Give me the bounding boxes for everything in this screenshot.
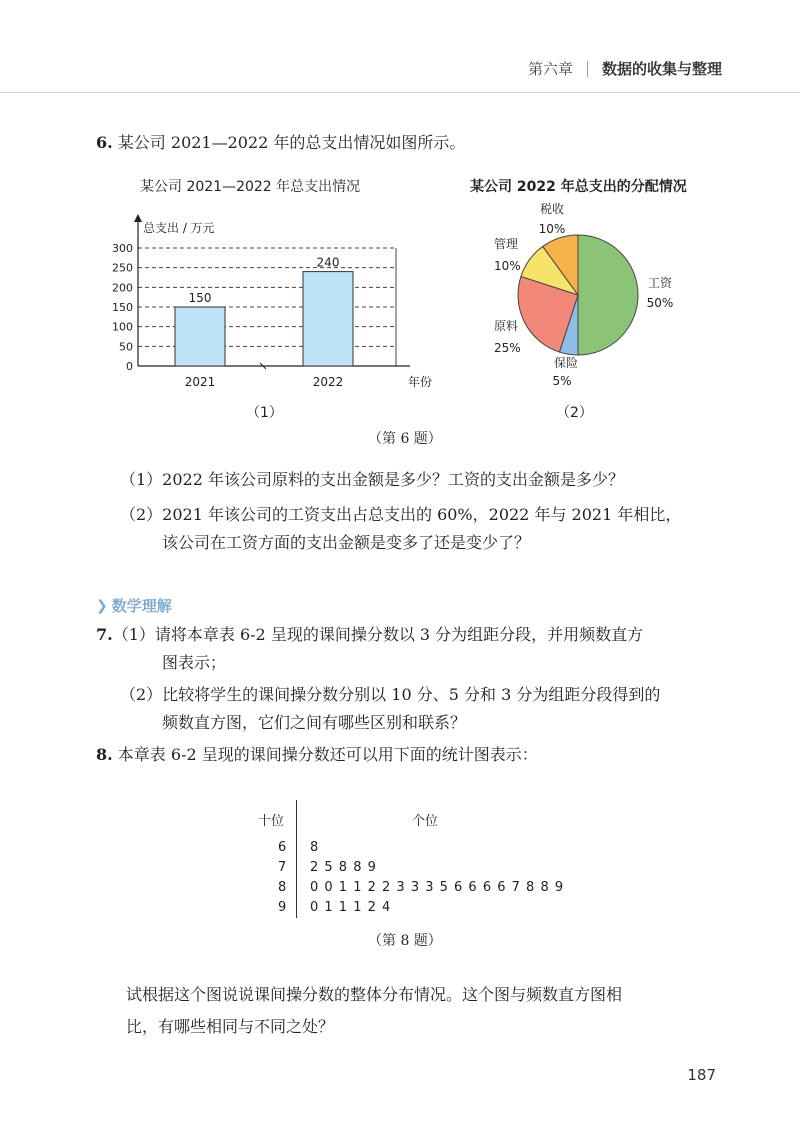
section-heading [96,595,172,616]
section-title: 数学理解 [111,597,172,615]
stem-value: 7 [278,860,287,875]
chevron-right-icon: ❯ [96,597,108,614]
y-tick-label: 250 [112,261,133,275]
leaf-values: 0 1 1 1 2 4 [310,900,392,915]
stem-value: 6 [278,840,287,855]
question-number: 7. [96,625,113,644]
question-7-part-2-line-2: 频数直方图，它们之间有哪些区别和联系？ [162,713,467,732]
question-number: 6. [96,133,113,152]
pie-chart-caption: （2） [556,405,593,421]
slice-percent-label: 10% [538,222,566,236]
stem-leaf-plot [258,800,578,924]
bar [175,307,225,366]
stem-leaf-divider [296,800,297,918]
slice-label: 税收 [539,202,565,216]
pie-slice [578,235,638,355]
question-7-line-1 [96,625,643,645]
slice-label: 工资 [647,276,673,290]
bar-chart-title: 某公司 2021—2022 年总支出情况 [140,179,361,195]
bar-chart [100,208,433,408]
question-8 [96,745,538,765]
question-8-followup-line-2: 比，有哪些相同与不同之处？ [126,1017,335,1036]
x-tick-label: 2022 [312,375,344,389]
slice-label: 原料 [494,319,519,333]
slice-percent-label: 50% [646,296,674,310]
chapter-label: 第六章 [527,60,573,78]
slice-label: 管理 [494,237,519,251]
leaf-values: 8 [310,840,320,855]
slice-percent-label: 5% [552,374,572,388]
header-rule [0,92,800,93]
bar [303,272,353,366]
question-text: 某公司 2021—2022 年的总支出情况如图所示。 [117,133,466,152]
y-tick-label: 50 [119,340,133,354]
y-tick-label: 100 [112,320,133,334]
question-6 [96,133,465,153]
x-axis-label: 年份 [408,375,433,389]
pie-chart [480,195,700,400]
y-tick-label: 150 [112,301,133,314]
question-6-part-2-line-2: 该公司在工资方面的支出金额是变多了还是变少了？ [162,533,531,552]
bar-chart-caption: （1） [246,405,283,421]
slice-label: 保险 [553,356,579,370]
pie-chart-title: 某公司 2022 年总支出的分配情况 [470,179,687,195]
leaf-values: 2 5 8 8 9 [310,860,377,875]
question-number: 8. [96,745,113,764]
question-6-part-1: （1）2022 年该公司原料的支出金额是多少？工资的支出金额是多少？ [120,470,624,489]
question-7-part-2-line-1: （2）比较将学生的课间操分数分别以 10 分、5 分和 3 分为组距分段得到的 [120,685,661,704]
leaf-header: 个位 [412,814,439,829]
question-7-part-1-line-2: 图表示； [162,653,227,672]
y-axis-arrow [134,214,142,222]
slice-percent-label: 25% [494,341,521,355]
chapter-title: 数据的收集与整理 [601,60,722,78]
running-header [528,58,722,79]
leaf-values: 0 0 1 1 2 2 3 3 3 5 6 6 6 6 7 8 8 9 [310,880,565,895]
slice-percent-label: 10% [494,259,521,273]
y-tick-label: 200 [112,281,133,295]
header-divider [587,61,588,77]
figure-6-caption: （第 6 题） [368,431,442,447]
x-tick-label: 2021 [184,375,216,389]
page-number: 187 [687,1066,716,1084]
stem-value: 8 [278,880,287,895]
question-8-followup-line-1: 试根据这个图说说课间操分数的整体分布情况。这个图与频数直方图相 [126,985,623,1004]
bar-value-label: 150 [188,291,212,305]
question-7-part-1-line-1: （1）请将本章表 6-2 呈现的课间操分数以 3 分为组距分段，并用频数直方 [112,625,644,644]
y-axis-label: 总支出 / 万元 [143,221,215,235]
stem-value: 9 [278,900,287,915]
question-6-part-2-line-1: （2）2021 年该公司的工资支出占总支出的 60%，2022 年与 2021 年相比， [120,505,682,524]
question-text: 本章表 6-2 呈现的课间操分数还可以用下面的统计图表示： [117,745,538,764]
figure-8-caption: （第 8 题） [368,933,442,949]
y-tick-label: 0 [126,360,133,373]
bar-value-label: 240 [316,255,340,270]
stem-header: 十位 [258,814,285,829]
y-tick-label: 300 [112,242,133,255]
